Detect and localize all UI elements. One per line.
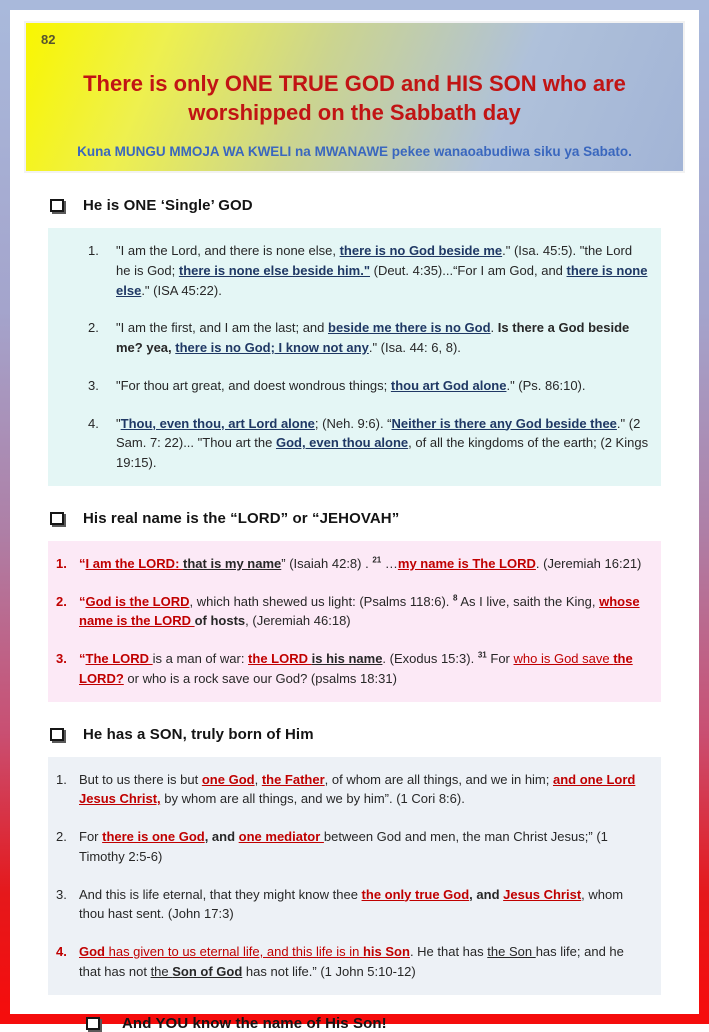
item-number: 2. <box>56 593 67 609</box>
item-number: 3. <box>88 377 99 393</box>
section-heading-row <box>50 197 685 214</box>
footer-heading: And YOU know the name of His Son! <box>122 1014 387 1032</box>
item-number: 3. <box>56 886 67 902</box>
list-item <box>48 770 649 810</box>
checkbox-icon <box>86 1017 100 1030</box>
item-text: But to us there is but one God, the Father, of whom are all things, and we in him; and one Lord Jesus Christ, by whom are all things, and we by him”. (1 Cori 8:6). <box>79 771 636 807</box>
section-heading-row <box>50 726 685 743</box>
page-title: There is only ONE TRUE GOD and HIS SON who are worshipped on the Sabbath day <box>83 71 626 126</box>
scripture-box <box>48 757 661 995</box>
scripture-box <box>48 228 661 486</box>
checkbox-icon <box>50 199 64 212</box>
item-text: "I am the Lord, and there is none else, there is no God beside me." (Isa. 45:5). "the Lord he is God; there is none else beside him." (Deut. 4:35)...“For I am God, and there is none else." (ISA 45:22). <box>116 243 648 298</box>
list-item <box>48 942 649 982</box>
item-text: God has given to us eternal life, and this life is in his Son. He that has the Son has life; and he that has not the Son of God has not life.” (1 John 5:10-12) <box>79 944 624 979</box>
list-item <box>48 376 649 396</box>
item-text: And this is life eternal, that they might know thee the only true God, and Jesus Christ, whom thou hast sent. (John 17:3) <box>79 886 624 922</box>
checkbox-icon <box>50 728 64 741</box>
item-number: 4. <box>88 415 99 431</box>
item-text: “The LORD is a man of war: the LORD is his name. (Exodus 15:3). $^{31}$ For who is God save the LORD? or who is a rock save our God? (psalms 18:31) <box>79 650 633 686</box>
list-item <box>48 414 649 473</box>
list-item <box>48 554 649 574</box>
list-item <box>48 649 649 689</box>
list-item <box>48 592 649 632</box>
section-heading: He has a SON, truly born of Him <box>83 725 314 743</box>
item-number: 4. <box>56 944 67 959</box>
item-number: 1. <box>56 771 67 787</box>
page-subtitle: Kuna MUNGU MMOJA WA KWELI na MWANAWE pekee wanaoabudiwa siku ya Sabato. <box>77 144 632 160</box>
item-number: 2. <box>88 320 99 336</box>
item-number: 1. <box>56 555 67 571</box>
section-real-name <box>24 510 685 702</box>
section-heading-row <box>50 510 685 527</box>
item-text: "Thou, even thou, art Lord alone; (Neh. 9:6). “Neither is there any God beside thee." (2 Sam. 7: 22)... "Thou art the God, even thou alone, of all the kingdoms of the earth; (2 Kings 19:15). <box>116 415 649 470</box>
item-number: 2. <box>56 829 67 844</box>
slide <box>10 10 699 1032</box>
item-text: "For thou art great, and doest wondrous things; thou art God alone." (Ps. 86:10). <box>116 377 586 393</box>
item-text: For there is one God, and one mediator between God and men, the man Christ Jesus;” (1 Timothy 2:5-6) <box>79 829 608 864</box>
section-heading: His real name is the “LORD” or “JEHOVAH” <box>83 509 400 527</box>
checkbox-icon <box>50 512 64 525</box>
footer-heading-row <box>86 1015 685 1032</box>
item-text: “God is the LORD, which hath shewed us light: (Psalms 118:6). $^8$ As I live, saith the King, whose name is the LORD of hosts, (Jeremiah 46:18) <box>79 593 640 629</box>
section-has-a-son <box>24 726 685 995</box>
item-number: 1. <box>88 243 99 258</box>
item-number: 3. <box>56 651 67 666</box>
list-item <box>48 241 649 300</box>
item-text: "I am the first, and I am the last; and beside me there is no God. Is there a God beside me? yea, there is no God; I know not any." (Isa. 44: 6, 8). <box>116 320 630 355</box>
list-item <box>48 885 649 925</box>
section-one-single-god <box>24 197 685 486</box>
list-item <box>48 318 649 358</box>
list-item <box>48 827 649 867</box>
page-number: 82 <box>41 32 56 47</box>
header-panel <box>24 21 685 173</box>
scripture-box <box>48 541 661 702</box>
item-text: “I am the LORD: that is my name” (Isaiah 42:8) . $^{21}$ …my name is The LORD. (Jeremiah 16:21) <box>79 555 642 571</box>
section-heading: He is ONE ‘Single’ GOD <box>83 197 253 214</box>
